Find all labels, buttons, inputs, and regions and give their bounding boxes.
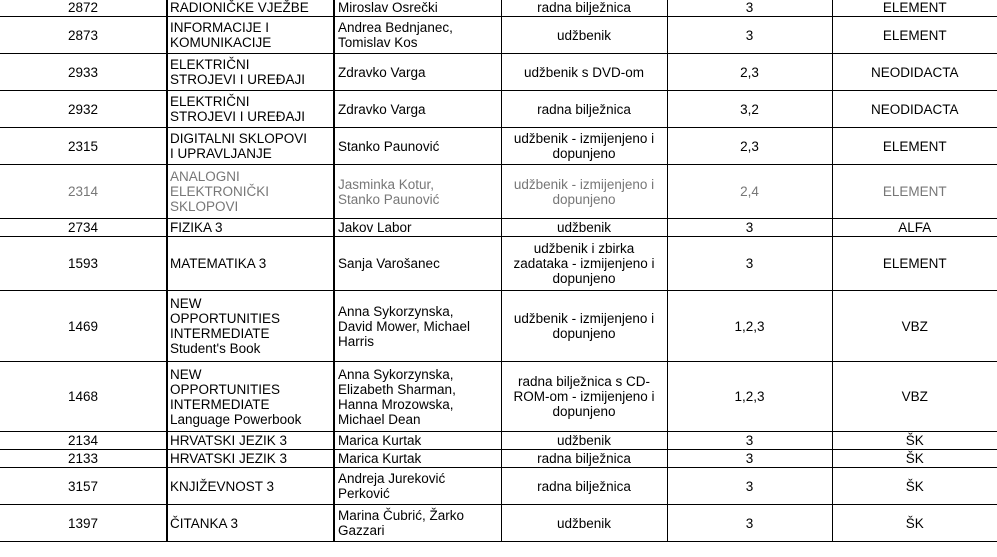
type-cell [501,432,667,450]
authors-cell-line: Anna Sykorzynska, [338,303,454,319]
table-row [0,237,997,291]
publisher-cell: ALFA [832,219,997,237]
title-cell [167,450,334,468]
title-cell [167,432,334,450]
authors-cell-line: Andreja Jureković [338,471,446,486]
title-cell [167,0,334,17]
title-cell-line: DIGITALNI SKLOPOVI [170,131,308,146]
title-cell-line: ČITANKA 3 [170,515,239,531]
type-cell [501,165,667,219]
grade-cell: 3 [667,450,832,468]
grade-cell: 3 [667,468,832,505]
grade-cell: 2,3 [667,54,832,91]
code-cell: 2314 [0,165,167,219]
authors-cell-line: Stanko Paunović [338,191,440,207]
title-cell-line: OPPORTUNITIES [170,311,281,326]
authors-cell [334,17,501,54]
authors-cell-line: Stanko Paunović [338,138,440,154]
authors-cell [334,219,501,237]
type-cell-line: udžbenik [556,515,612,531]
type-cell [501,291,667,362]
title-cell [167,237,334,291]
type-cell-line: dopunjeno [552,326,616,341]
grade-cell: 2,3 [667,128,832,165]
authors-cell-line: David Mower, Michael [338,318,471,334]
code-cell: 2873 [0,17,167,54]
code-cell: 3157 [0,468,167,505]
type-cell-line: zadataka - izmijenjeno i [513,256,655,271]
type-cell-line: radna bilježnica s CD- [517,374,651,389]
table-row [0,165,997,219]
table-row [0,468,997,505]
table-row [0,219,997,237]
authors-cell-line: Anna Sykorzynska, [338,366,454,382]
publisher-cell: NEODIDACTA [832,54,997,91]
type-cell-line: dopunjeno [552,271,616,286]
type-cell [501,91,667,128]
authors-cell [334,165,501,219]
title-cell-line: HRVATSKI JEZIK 3 [170,451,288,466]
authors-cell-line: Sanja Varošanec [338,256,440,271]
code-cell: 2932 [0,91,167,128]
title-cell [167,128,334,165]
authors-cell-line: Zdravko Varga [338,101,426,117]
publisher-cell: ELEMENT [832,165,997,219]
table-row [0,91,997,128]
code-cell: 2872 [0,0,167,17]
type-cell [501,362,667,432]
type-cell [501,468,667,505]
title-cell-line: NEW [170,296,202,311]
authors-cell-line: Marica Kurtak [338,433,422,448]
publisher-cell: ŠK [832,505,997,542]
type-cell-line: dopunjeno [552,191,616,207]
authors-cell [334,237,501,291]
authors-cell-line: Tomislav Kos [338,35,418,50]
title-cell-line: MATEMATIKA 3 [170,256,267,271]
authors-cell-line: Marica Kurtak [338,451,422,466]
code-cell: 2315 [0,128,167,165]
table-row [0,0,997,17]
table-row [0,17,997,54]
code-cell: 2133 [0,450,167,468]
type-cell [501,237,667,291]
title-cell-line: KNJIŽEVNOST 3 [170,478,275,494]
grade-cell: 2,4 [667,165,832,219]
authors-cell-line: Marina Čubrić, Žarko [338,508,465,523]
grade-cell: 1,2,3 [667,362,832,432]
title-cell-line: ELEKTRIČNI [170,57,250,72]
title-cell-line: INTERMEDIATE [170,396,270,412]
type-cell [501,505,667,542]
title-cell [167,468,334,505]
authors-cell [334,291,501,362]
grade-cell: 3 [667,432,832,450]
authors-cell-line: Gazzari [338,523,385,538]
title-cell-line: KOMUNIKACIJE [170,35,272,50]
title-cell-line: STROJEVI I UREĐAJI [170,109,306,124]
grade-cell: 3 [667,17,832,54]
authors-cell-line: Perković [338,486,390,501]
authors-cell [334,432,501,450]
publisher-cell: NEODIDACTA [832,91,997,128]
authors-cell [334,128,501,165]
title-cell-line: Language Powerbook [170,411,302,427]
authors-cell [334,54,501,91]
type-cell-line: radna bilježnica [537,101,631,117]
type-cell [501,0,667,17]
authors-cell-line: Andrea Bednjanec, [338,20,453,35]
type-cell-line: radna bilježnica [537,0,631,15]
code-cell: 1469 [0,291,167,362]
authors-cell-line: Jasminka Kotur, [338,176,435,192]
authors-cell-line: Miroslav Osrečki [338,0,438,15]
table-row [0,54,997,91]
title-cell-line: RADIONIČKE VJEŽBE [170,0,309,15]
table-row [0,432,997,450]
grade-cell: 3 [667,219,832,237]
grade-cell: 3 [667,0,832,17]
table-row [0,505,997,542]
authors-cell [334,362,501,432]
authors-cell-line: Zdravko Varga [338,64,426,80]
authors-cell [334,91,501,128]
title-cell-line: INFORMACIJE I [170,20,270,35]
authors-cell [334,505,501,542]
grade-cell: 3 [667,505,832,542]
title-cell [167,291,334,362]
authors-cell-line: Michael Dean [338,411,421,427]
code-cell: 2734 [0,219,167,237]
code-cell: 2134 [0,432,167,450]
type-cell-line: udžbenik s DVD-om [523,64,645,80]
grade-cell: 3 [667,237,832,291]
title-cell-line: NEW [170,366,202,382]
type-cell-line: udžbenik - izmijenjeno i [513,176,655,192]
type-cell-line: udžbenik [556,433,612,448]
title-cell-line: OPPORTUNITIES [170,381,281,397]
title-cell-line: STROJEVI I UREĐAJI [170,72,306,87]
authors-cell [334,450,501,468]
code-cell: 1593 [0,237,167,291]
title-cell-line: HRVATSKI JEZIK 3 [170,433,288,448]
grade-cell: 3,2 [667,91,832,128]
code-cell: 1468 [0,362,167,432]
publisher-cell: ŠK [832,468,997,505]
title-cell [167,17,334,54]
table-row [0,128,997,165]
publisher-cell: ELEMENT [832,0,997,17]
table-row [0,362,997,432]
title-cell-line: ELEKTRONIČKI [170,184,270,199]
publisher-cell: ŠK [832,450,997,468]
code-cell: 1397 [0,505,167,542]
authors-cell [334,0,501,17]
type-cell-line: udžbenik [556,220,612,235]
title-cell-line: FIZIKA 3 [170,220,223,235]
type-cell [501,219,667,237]
publisher-cell: ELEMENT [832,17,997,54]
publisher-cell: ELEMENT [832,128,997,165]
title-cell [167,165,334,219]
title-cell [167,505,334,542]
title-cell [167,91,334,128]
authors-cell-line: Jakov Labor [338,220,412,235]
title-cell-line: INTERMEDIATE [170,326,270,341]
table-row [0,450,997,468]
authors-cell-line: Harris [338,333,374,349]
title-cell-line: Student's Book [170,341,261,356]
title-cell-line: ELEKTRIČNI [170,94,250,109]
grade-cell: 1,2,3 [667,291,832,362]
table-row [0,291,997,362]
type-cell [501,17,667,54]
publisher-cell: ELEMENT [832,237,997,291]
type-cell-line: radna bilježnica [537,451,631,466]
title-cell [167,362,334,432]
authors-cell-line: Hanna Mrozowska, [338,396,454,412]
title-cell [167,219,334,237]
type-cell-line: dopunjeno [552,146,616,161]
type-cell [501,450,667,468]
type-cell-line: udžbenik - izmijenjeno i [513,131,655,146]
title-cell-line: SKLOPOVI [170,199,239,214]
authors-cell-line: Elizabeth Sharman, [338,381,456,397]
type-cell-line: udžbenik - izmijenjeno i [513,311,655,326]
type-cell-line: ROM-om - izmijenjeno i [513,389,655,404]
publisher-cell: ŠK [832,432,997,450]
publisher-cell: VBZ [832,291,997,362]
type-cell [501,128,667,165]
type-cell-line: radna bilježnica [537,478,631,494]
title-cell-line: ANALOGNI [170,169,240,184]
title-cell [167,54,334,91]
type-cell-line: dopunjeno [552,404,616,419]
type-cell-line: udžbenik i zbirka [533,241,635,256]
authors-cell [334,468,501,505]
title-cell-line: I UPRAVLJANJE [170,146,272,161]
publisher-cell: VBZ [832,362,997,432]
type-cell-line: udžbenik [556,27,612,43]
type-cell [501,54,667,91]
code-cell: 2933 [0,54,167,91]
